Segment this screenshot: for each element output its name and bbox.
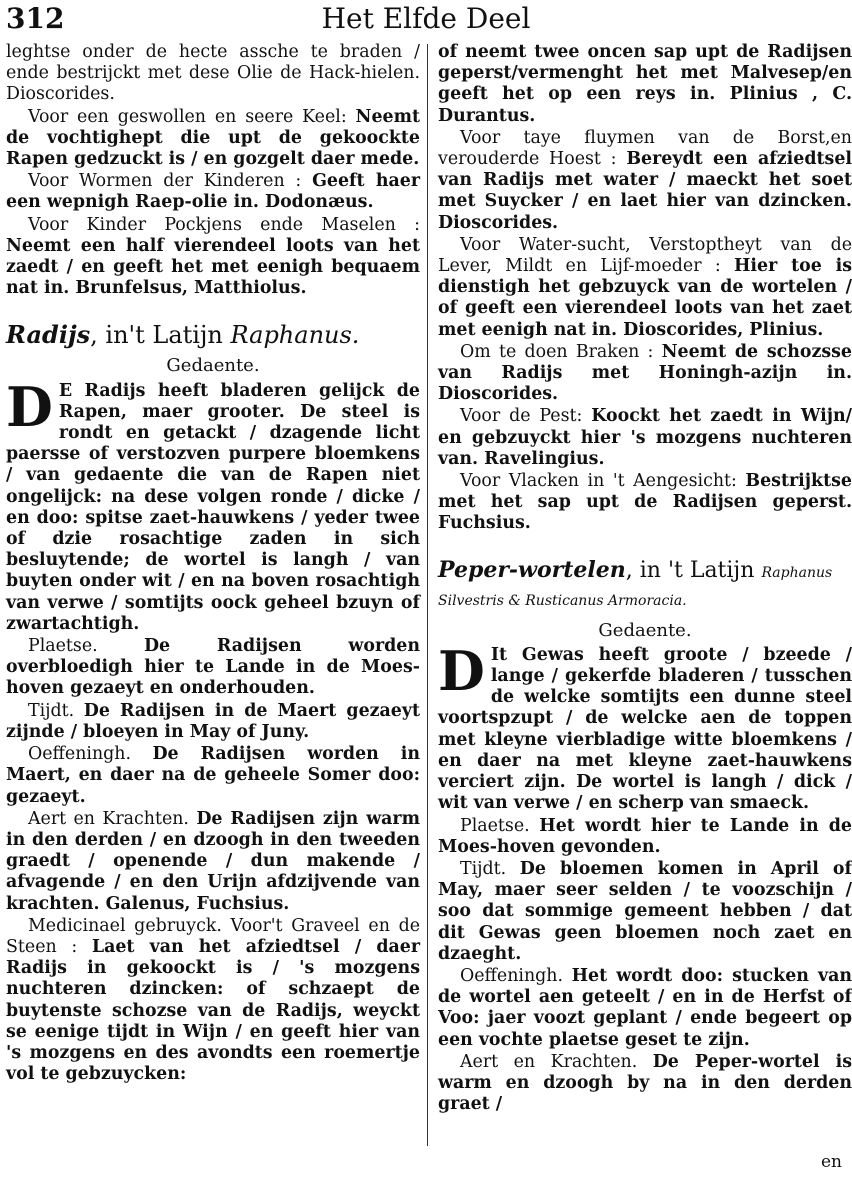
paragraph [438, 128, 852, 234]
remedy-label: Voor taye fluymen van de Borst,en verouderde Hoest : [438, 127, 852, 170]
remedy-text: Hier toe is dienstigh het gebzuyck van de wortelen / of geeft een vierendeel loots van het zaet met eenigh nat in. Dioscorides, Plinius. [438, 256, 852, 340]
paragraph [6, 701, 420, 743]
remedy-text: De Peper-wortel is warm en dzoogh by na in den derden graet / [438, 1051, 852, 1115]
remedy-text: Laet van het afziedtsel / daer Radijs in gekoockt is / 's mozgens nuchteren dzincken: of schzaept de buytenste schozse van de Radijs, weyckt se eenige tijdt in Wijn / en geeft hier van 's mozgens en des avondts een roemertje vol te gebzuycken: [6, 936, 420, 1085]
remedy-label: Voor Water-sucht, Verstoptheyt van de Lever, Mildt en Lijf-moeder : [438, 234, 852, 277]
section-subheading: Gedaente. [166, 355, 260, 377]
heading-latin: Raphanus. [230, 321, 360, 350]
catchword: en [820, 1152, 842, 1172]
paragraph [438, 638, 852, 815]
remedy-text: Neemt de vochtighept die upt de gekoockte Rapen gedzuckt is / en gozgelt daer mede. [6, 106, 421, 170]
remedy-label: Aert en Krachten. [28, 808, 189, 829]
right-column [438, 42, 852, 1116]
remedy-text: De Radijsen zijn warm in den derden / en dzoogh in den tweeden graedt / openende / dun makende / afvagende / en den Urijn afdzijvende van krachten. Galenus, Fuchsius. [6, 808, 420, 914]
remedy-label: Om te doen Braken : [460, 341, 654, 362]
paragraph [438, 342, 852, 406]
paragraph [438, 816, 852, 858]
remedy-label: Oeffeningh. [460, 965, 564, 986]
left-column [6, 42, 420, 1086]
heading-latin: Raphanus Silvestris & Rusticanus Armoracia. [438, 564, 833, 609]
remedy-text: De Radijsen worden in Maert, en daer na de geheele Somer doo: gezaeyt. [6, 744, 421, 807]
remedy-label: Tijdt. [28, 700, 75, 721]
heading-name: Radijs [6, 320, 91, 350]
remedy-text: Koockt het zaedt in Wijn/ en gebzuyckt hier 's mozgens nuchteren van. Ravelingius. [438, 406, 852, 469]
drop-cap: D [438, 638, 485, 703]
remedy-text: De Radijsen in de Maert gezaeyt zijnde / bloeyen in May of Juny. [6, 700, 421, 742]
remedy-label: Voor Kinder Pockjens ende Maselen : [28, 214, 420, 235]
paragraph [6, 809, 420, 915]
section-subheading: Gedaente. [598, 619, 692, 641]
description-text: E Radijs heeft bladeren gelijck de Rapen, maer grooter. De steel is rondt en getackt / dzagende licht paersse of verstozven purpere bloemkens / van gedaente die van de Rapen niet ongelijck: na dese volgen ronde / dicke / en doo: spitse zaet-hauwkens / yeder twee of dzie rosachtige zaden in sich besluytende; de wortel is langh / van buyten onder wit / en na boven rosachtigh van verwe / somtijts oock geheel bzuyn of zwartachtigh. [6, 380, 420, 634]
paragraph [6, 374, 420, 635]
remedy-text: Geeft haer een wepnigh Raep-olie in. Dodonæus. [6, 171, 420, 213]
page-title: Het Elfde Deel [321, 2, 531, 35]
paragraph [438, 859, 852, 965]
remedy-text: Bestrijktse met het sap upt de Radijsen geperst. Fuchsius. [438, 471, 852, 534]
remedy-text: Neemt een half vierendeel loots van het zaedt / en geeft het met eenigh bequaem nat in. Brunfelsus, Matthiolus. [6, 235, 420, 299]
description-text: It Gewas heeft groote / bzeede / lange / gekerfde bladeren / tusschen de welcke somtijts een dunne steel voortspzupt / de welcke aen de toppen met kleyne vierbladige witte bloemkens / en daer na met kleyne zaet-hauwkens verciert zijn. De wortel is langh / dick / wit van verwe / en scherp van smaeck. [438, 644, 852, 814]
paragraph [6, 744, 420, 808]
paragraph: of neemt twee oncen sap upt de Radijsen geperst/vermenght het met Malvesep/en geeft het op een reys in. Plinius , C. Durantus. [438, 42, 852, 126]
paragraph: leghtse onder de hecte assche te braden / ende bestrijckt met dese Olie de Hack-hielen. Dioscorides. [6, 42, 420, 105]
paragraph [6, 916, 420, 1086]
remedy-label: Plaetse. [460, 815, 530, 836]
drop-cap: D [6, 374, 53, 439]
paragraph [6, 636, 420, 700]
remedy-label: Voor de Pest: [460, 406, 583, 427]
section-heading [438, 557, 852, 614]
section-heading [6, 321, 420, 349]
paragraph [6, 107, 420, 171]
remedy-label: Tijdt. [460, 858, 507, 879]
remedy-text: De Radijsen worden overbloedigh hier te Lande in de Moes-hoven gezaeyt en onderhouden. [6, 636, 420, 699]
remedy-text: Het wordt doo: stucken van de wortel aen geteelt / en in de Herfst of Voo: jaer voozt geplant / ende begeert op een vochte plaetse geset te zijn. [438, 965, 852, 1050]
remedy-label: Oeffeningh. [28, 744, 132, 765]
heading-mid: , in't Latijn [90, 321, 223, 350]
column-divider [427, 44, 428, 1146]
remedy-label: Voor een geswollen en seere Keel: [28, 106, 347, 127]
remedy-label: Aert en Krachten. [460, 1051, 638, 1072]
remedy-text: Het wordt hier te Lande in de Moes-hoven gevonden. [438, 815, 852, 857]
remedy-text: De bloemen komen in April of May, maer seer selden / te voozschijn / soo dat sommige gemeent hebben / dat dit Gewas geen bloemen noch zaet en dzaeght. [438, 858, 852, 964]
paragraph [438, 235, 852, 341]
paragraph [438, 1052, 852, 1116]
paragraph [6, 171, 420, 213]
paragraph [438, 406, 852, 470]
remedy-label: Voor Vlacken in 't Aengesicht: [460, 471, 737, 492]
page-number: 312 [6, 2, 65, 35]
remedy-label: Voor Wormen der Kinderen : [28, 171, 302, 192]
paragraph [6, 215, 420, 300]
heading-mid: , in 't Latijn [625, 557, 755, 583]
heading-name: Peper-wortelen [438, 556, 626, 583]
remedy-label: Plaetse. [28, 636, 98, 657]
remedy-text: Neemt de schozsse van Radijs met Honingh-azijn in. Dioscorides. [438, 341, 852, 405]
remedy-label: Medicinael gebruyck. Voor't Graveel en de Steen : [6, 915, 420, 957]
paragraph [438, 966, 852, 1051]
remedy-text: Bereydt een afziedtsel van Radijs met water / maeckt het soet met Suycker / en laet hier van dzincken. Dioscorides. [438, 149, 852, 233]
paragraph [438, 471, 852, 535]
